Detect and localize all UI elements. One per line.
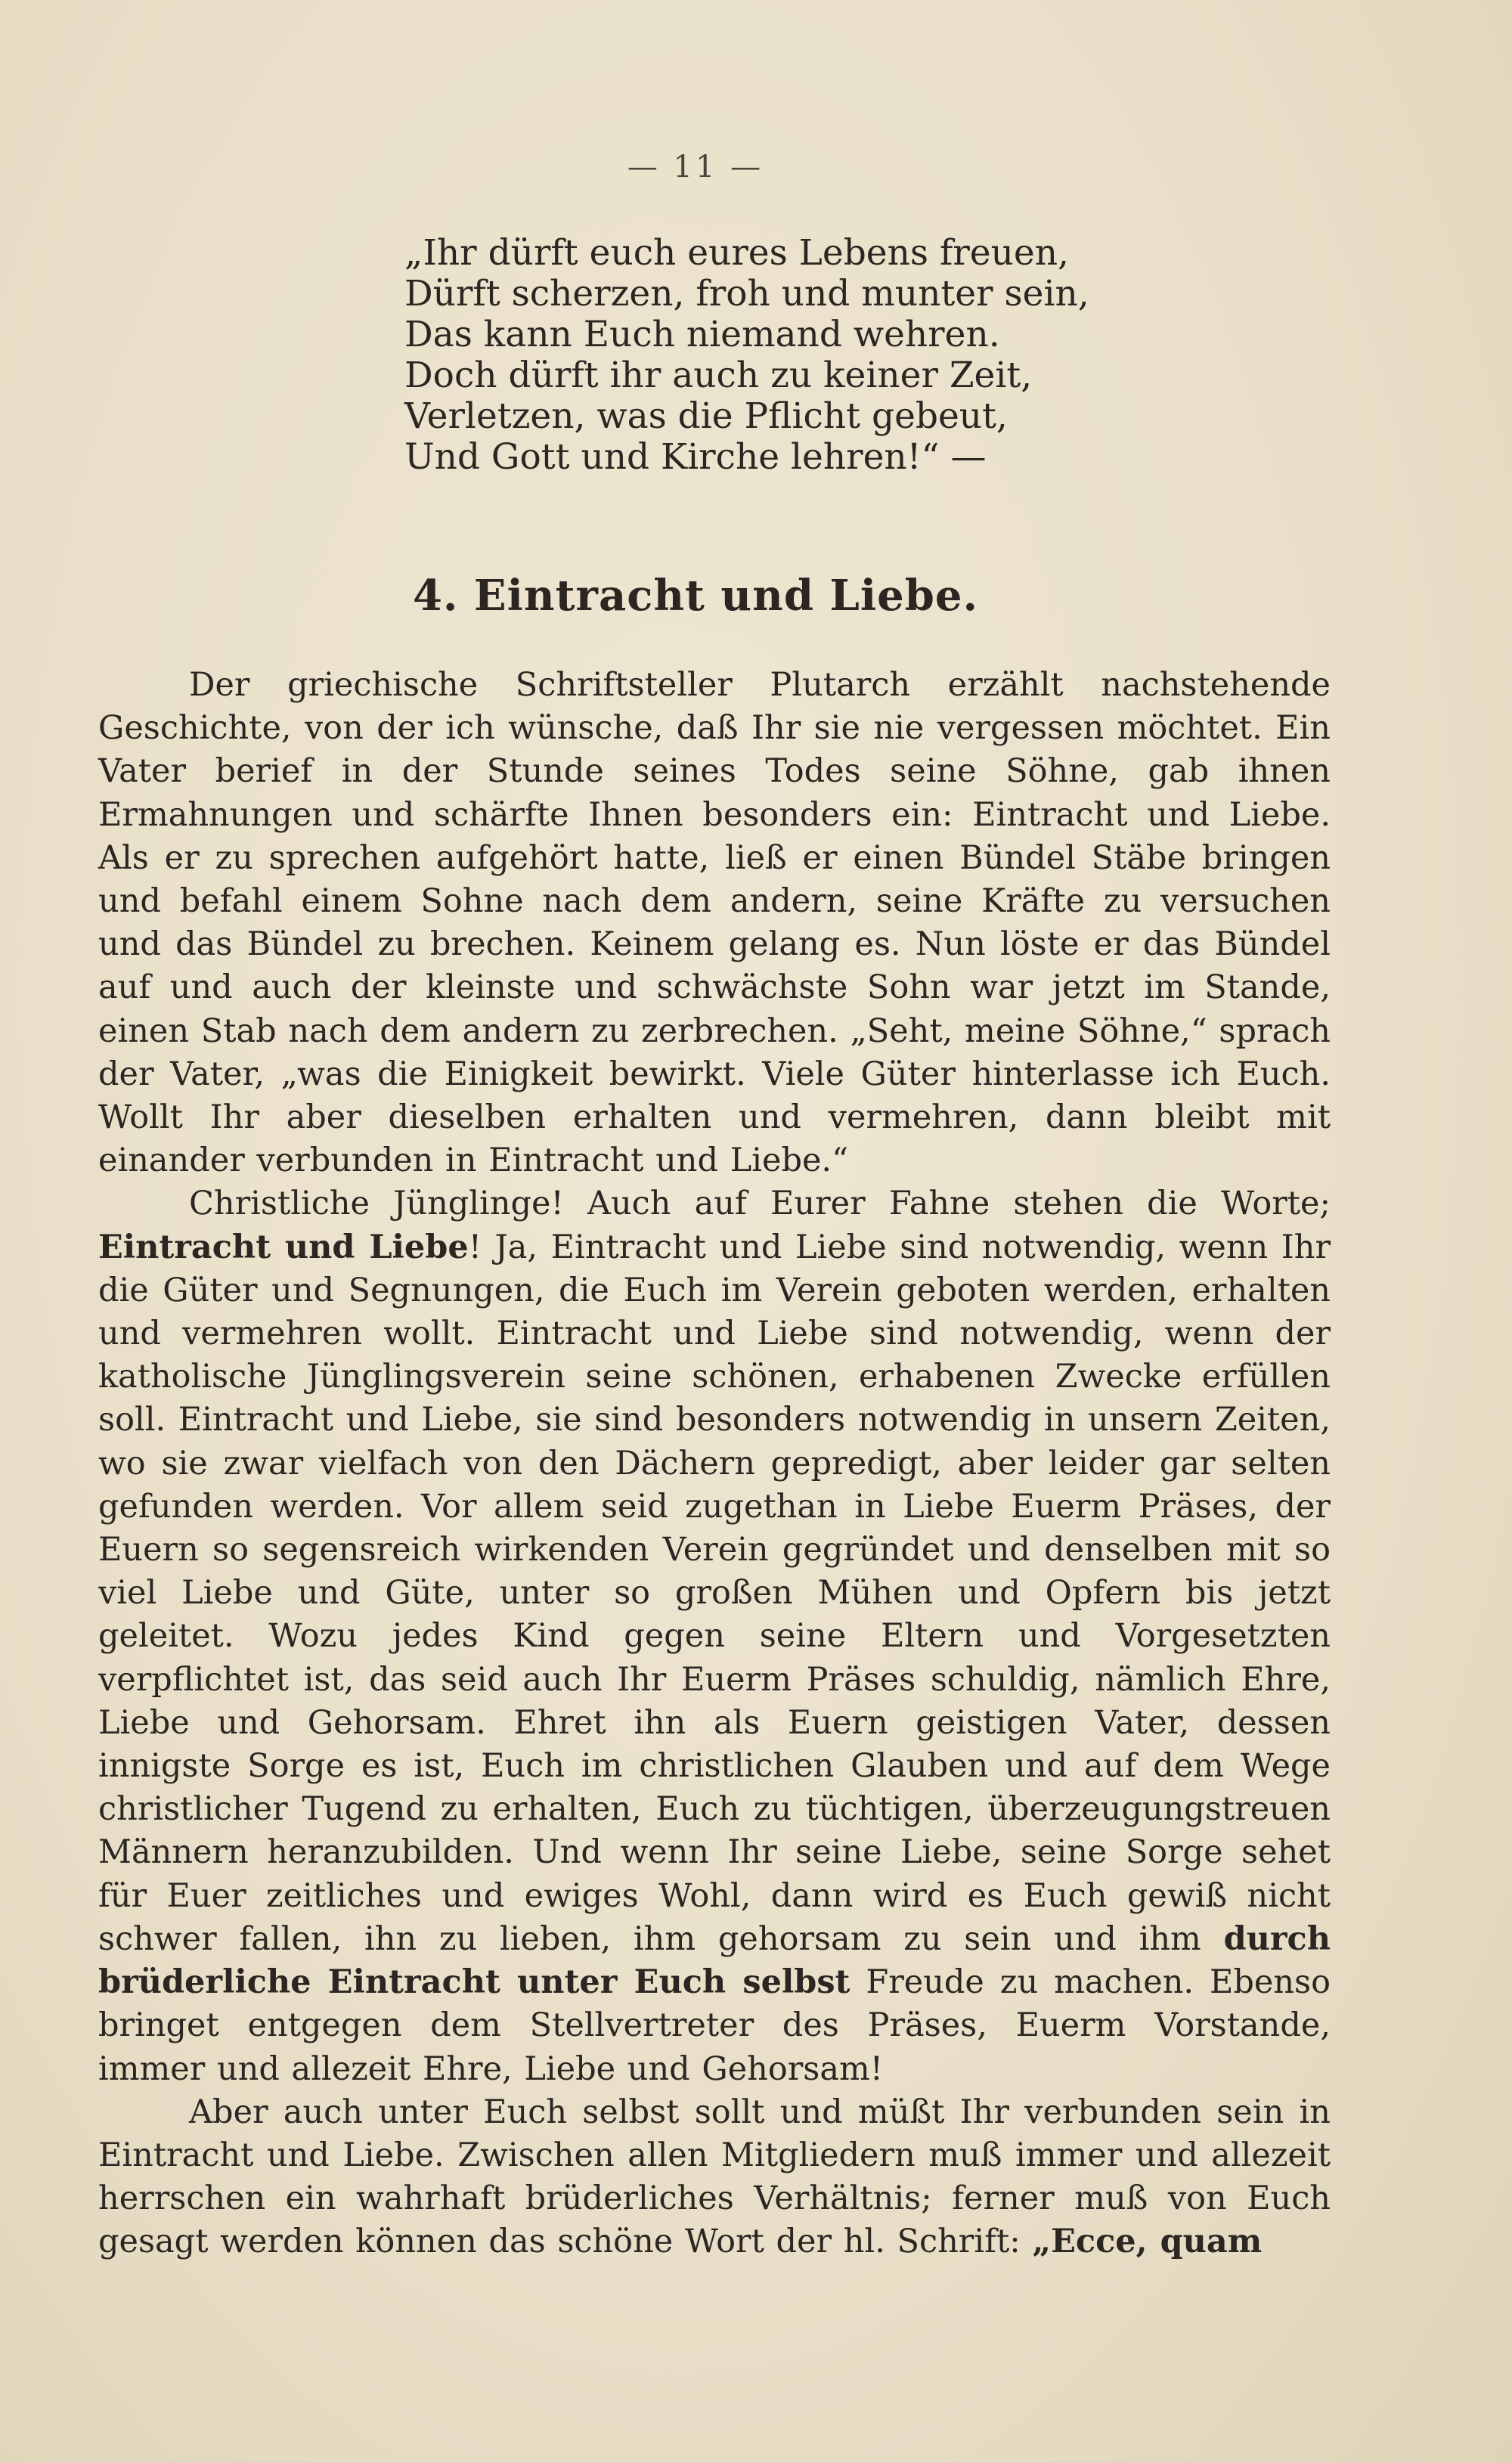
paragraph-2-text-a: Christliche Jünglinge! Auch auf Eurer Fahne stehen die Worte; — [189, 1185, 1331, 1223]
paragraph-2-bold-2: durch brüderliche Eintracht unter Euch selbst — [98, 1919, 1331, 2002]
poem-line: Das kann Euch niemand wehren. — [404, 314, 1000, 355]
poem-line: „Ihr dürft euch eures Lebens freuen, — [404, 232, 1069, 274]
poem-line: Dürft scherzen, froh und munter sein, — [404, 273, 1089, 314]
poem-line: Doch dürft ihr auch zu keiner Zeit, — [404, 355, 1033, 396]
page-number: — 11 — — [627, 150, 764, 184]
paragraph-3 — [98, 2091, 1331, 2264]
paragraph-3-text: Aber auch unter Euch selbst sollt und müßt Ihr verbunden sein in Eintracht und Liebe. Zwischen allen Mitgliedern muß immer und allezeit herrschen ein wahrhaft brüderliches Verhältnis; ferner muß von Euch gesagt werden können das schöne Wort der hl. Schrift: — [98, 2093, 1331, 2261]
body-text — [98, 664, 1331, 2264]
paragraph-3-bold: „Ecce, quam — [1032, 2223, 1263, 2261]
paragraph-2-bold-1: Eintracht und Liebe — [98, 1228, 469, 1266]
paragraph-2 — [98, 1182, 1331, 2090]
paragraph-1: Der griechische Schriftsteller Plutarch erzählt nachstehende Geschichte, von der ich wünsche, daß Ihr sie nie vergessen möchtet. Ein Vater berief in der Stunde seines Todes seine Söhne, gab ihnen Ermahnungen und schärfte Ihnen besonders ein: Eintracht und Liebe. Als er zu sprechen aufgehört hatte, ließ er einen Bündel Stäbe bringen und befahl einem Sohne nach dem andern, seine Kräfte zu versuchen und das Bündel zu brechen. Keinem gelang es. Nun löste er das Bündel auf und auch der kleinste und schwächste Sohn war jetzt im Stande, einen Stab nach dem andern zu zerbrechen. „Seht, meine Söhne,“ sprach der Vater, „was die Einigkeit bewirkt. Viele Güter hinterlasse ich Euch. Wollt Ihr aber dieselben erhalten und vermehren, dann bleibt mit einander verbunden in Eintracht und Liebe.“ — [98, 666, 1331, 1180]
paragraph-2-text-b: ! Ja, Eintracht und Liebe sind notwendig, wenn Ihr die Güter und Segnungen, die Euch im Verein geboten werden, erhalten und vermehren wollt. Eintracht und Liebe sind notwendig, wenn der katholische Jünglingsverein seine schönen, erhabenen Zwecke erfüllen soll. Eintracht und Liebe, sie sind besonders notwendig in unsern Zeiten, wo sie zwar vielfach von den Dächern gepredigt, aber leider gar selten gefunden werden. Vor allem seid zugethan in Liebe Euerm Präses, der Euern so segensreich wirkenden Verein gegründet und denselben mit so viel Liebe und Güte, unter so großen Mühen und Opfern bis jetzt geleitet. Wozu jedes Kind gegen seine Eltern und Vorgesetzten verpflichtet ist, das seid auch Ihr Euerm Präses schuldig, nämlich Ehre, Liebe und Gehorsam. Ehret ihn als Euern geistigen Vater, dessen innigste Sorge es ist, Euch im christlichen Glauben und auf dem Wege christlicher Tugend zu erhalten, Euch zu tüchtigen, überzeugungstreuen Männern heranzubilden. Und wenn Ihr seine Liebe, seine Sorge sehet für Euer zeitliches und ewiges Wohl, dann wird es Euch gewiß nicht schwer fallen, ihn zu lieben, ihm gehorsam zu sein und ihm — [98, 1228, 1331, 1958]
poem — [404, 233, 1312, 478]
section-heading: 4. Eintracht und Liebe. — [412, 571, 979, 621]
poem-line: Und Gott und Kirche lehren!“ — — [404, 436, 987, 478]
paragraph-2-text-c: Freude zu machen. Ebenso bringet entgegen dem Stellvertreter des Präses, Euerm Vorstande, immer und allezeit Ehre, Liebe und Gehorsam! — [98, 1963, 1331, 2088]
poem-line: Verletzen, was die Pflicht gebeut, — [404, 395, 1008, 437]
